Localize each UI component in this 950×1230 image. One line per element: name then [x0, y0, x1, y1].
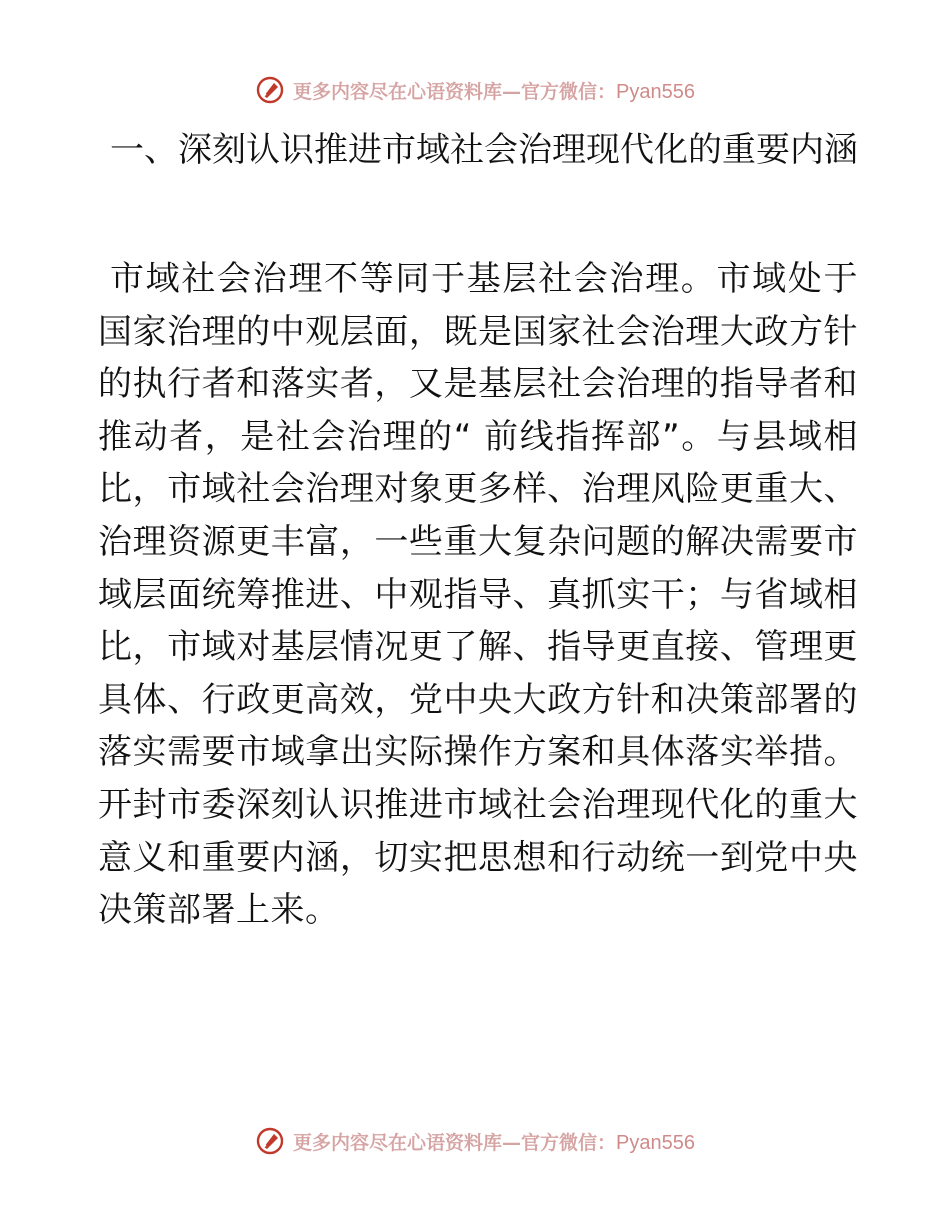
- watermark-text: 更多内容尽在心语资料库—官方微信：Pyan556: [293, 1131, 695, 1154]
- body-paragraph: 市域社会治理不等同于基层社会治理。市域处于国家治理的中观层面，既是国家社会治理大政方针的执行者和落实者，又是基层社会治理的指导者和推动者，是社会治理的“ 前线指挥部”。与县域相比，市域社会治理对象更多样、治理风险更重大、治理资源更丰富，一些重大复杂问题的解决需要市域层面统筹推进、中观指导、真抓实干；与省域相比，市域对基层情况更了解、指导更直接、管理更具体、行政更高效，党中央大政方针和决策部署的落实需要市域拿出实际操作方案和具体落实举措。开封市委深刻认识推进市域社会治理现代化的重大意义和重要内涵，切实把思想和行动统一到党中央决策部署上来。: [98, 259, 858, 931]
- watermark-text: 更多内容尽在心语资料库—官方微信：Pyan556: [293, 80, 695, 103]
- pen-nib-logo-icon: [255, 1126, 285, 1156]
- header-watermark: [0, 70, 950, 110]
- footer-watermark: [0, 1121, 950, 1161]
- pen-nib-logo-icon: [255, 75, 285, 105]
- section-heading: 一、深刻认识推进市域社会治理现代化的重要内涵: [110, 130, 858, 170]
